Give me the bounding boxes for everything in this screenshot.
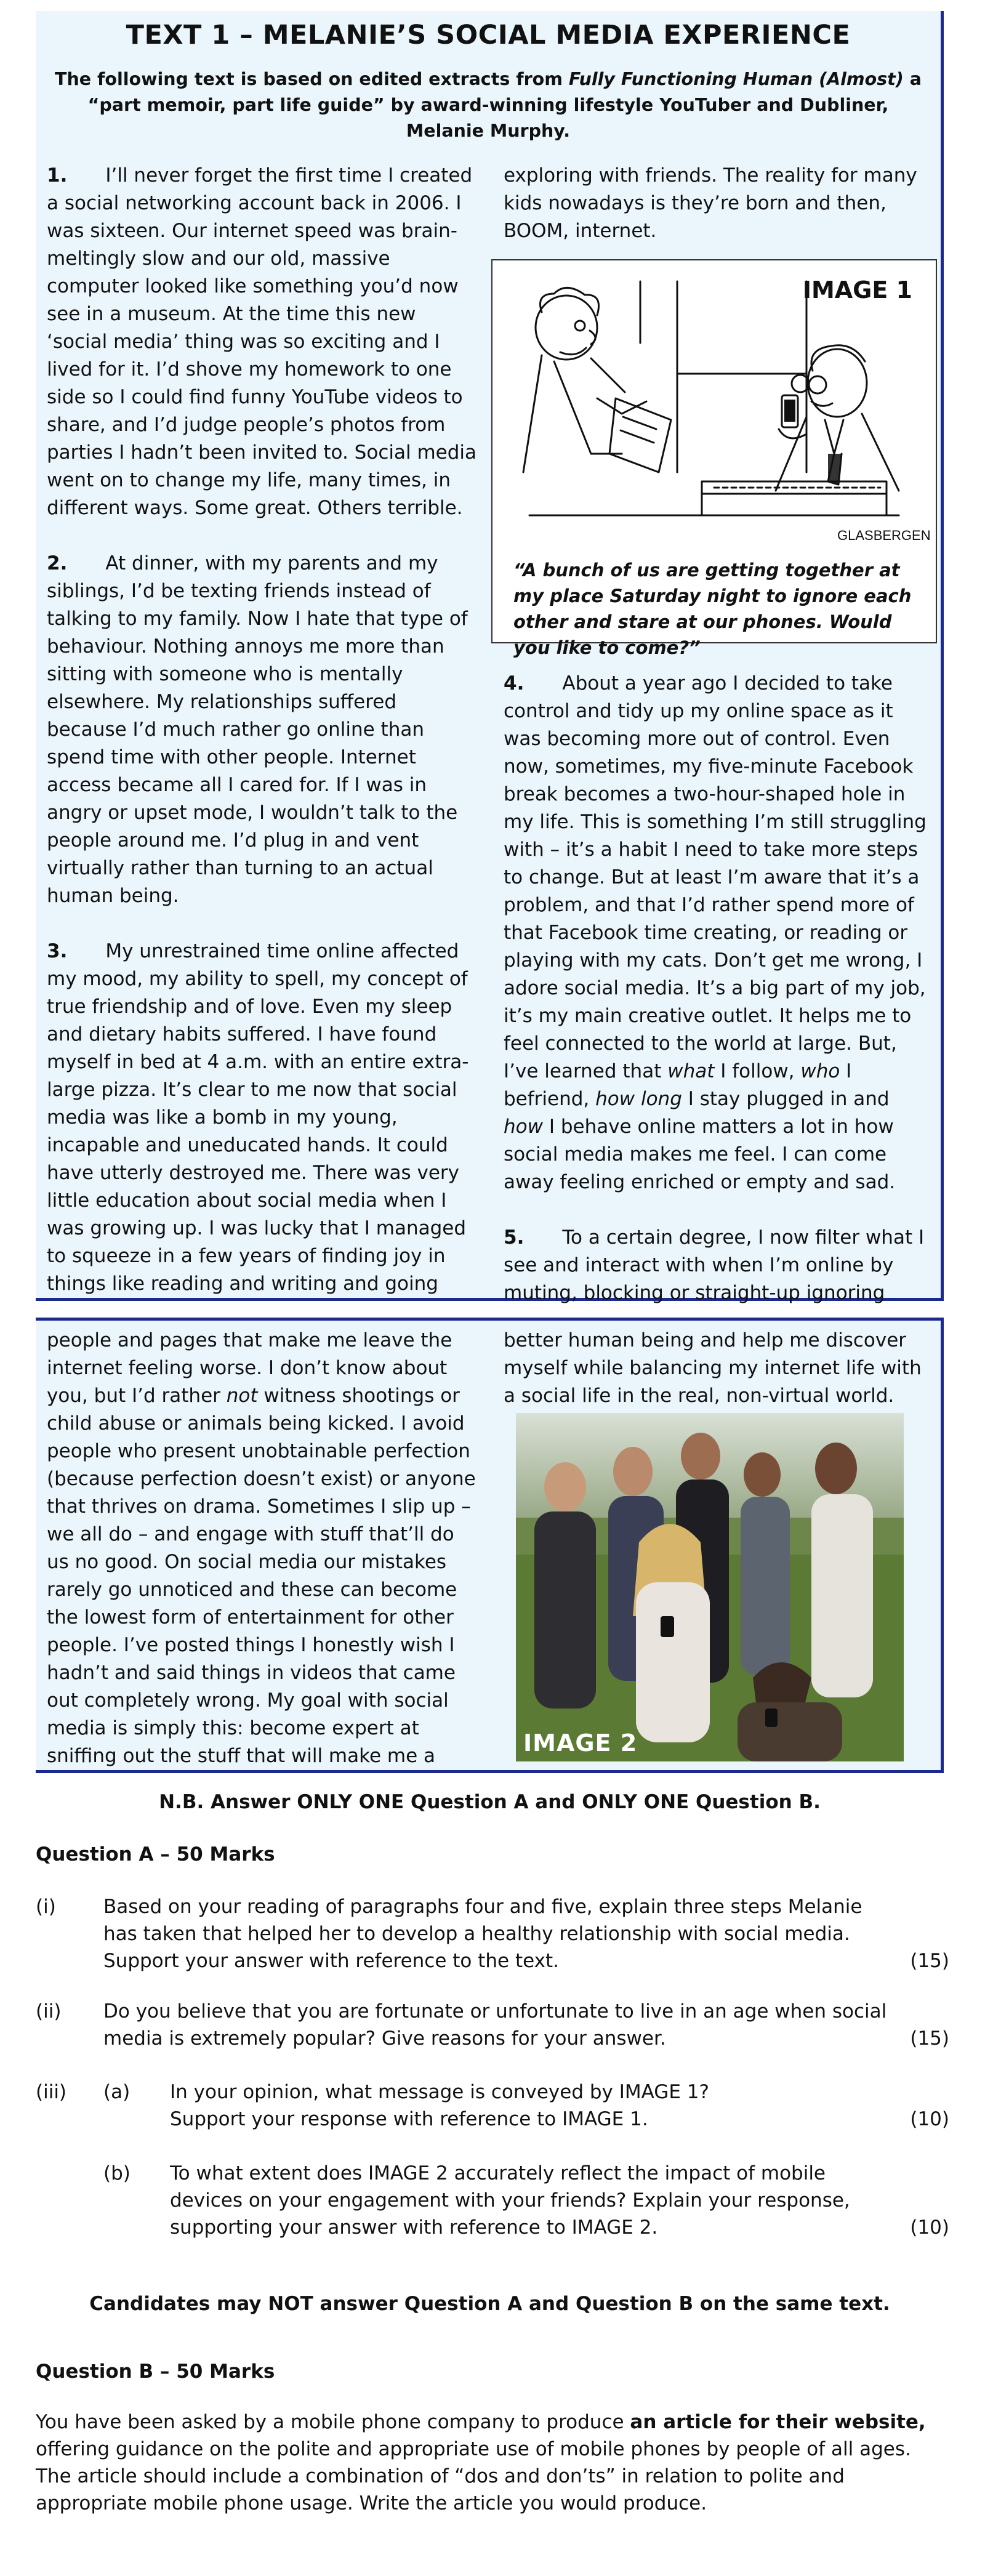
nb-instruction: N.B. Answer ONLY ONE Question A and ONLY ONE Question B. [159, 1791, 821, 1813]
question-a-i-marks: (15) [910, 1950, 949, 1972]
question-a-i-text: Based on your reading of paragraphs four and five, explain three steps Melanie has taken that helped her to develop a healthy relationship with social media. Support your answer with reference to the text. [103, 1896, 862, 1972]
question-b-heading: Question B – 50 Marks [36, 2361, 275, 2383]
question-a-heading: Question A – 50 Marks [36, 1843, 275, 1866]
paragraph-3-continued: exploring with friends. The reality for many kids nowadays is they’re born and then, BOOM, internet. [504, 164, 917, 242]
question-a-iii-b-text: To what extent does IMAGE 2 accurately reflect the impact of mobile devices on your engagement with your friends? Explain your response, supporting your answer with reference to IMAGE 2. [170, 2162, 850, 2239]
paragraph-5-continued: people and pages that make me leave the internet feeling worse. I don’t know about you, but I’d rather not witness shootings or child abuse or animals being kicked. I avoid people who present unobtainable perfection (because perfection doesn’t exist) or anyone that thrives on drama. Sometimes I slip up – we all do – and engage with stuff that’ll do us no good. On social media our mistakes rarely go unnoticed and these can become the lowest form of entertainment for other people. I’ve posted things I honestly wish I hadn’t and said things in videos that came out completely wrong. My goal with social media is simply this: become expert at sniffing out the stuff that will make me a [47, 1329, 476, 1767]
text-panel-bottom [36, 1318, 944, 1773]
question-a-iii-b-number: (b) [103, 2162, 131, 2184]
paragraph-1: 1. I’ll never forget the first time I created a social networking account back in 2006. I was sixteen. Our internet speed was brain-meltingly slow and our old, massive computer looked like something you’d now see in a museum. At the time this new ‘social media’ thing was so exciting and I lived for it. I’d shove my homework to one side so I could find funny YouTube videos to share, and I’d judge people’s photos from parties I hadn’t been invited to. Social media went on to change my life, many times, in different ways. Some great. Others terrible. [47, 164, 476, 519]
question-a-iii-b-marks: (10) [910, 2216, 949, 2239]
image-1-cartoon [491, 259, 937, 658]
cartoon-drawing [517, 269, 931, 546]
question-a-iii-a-text: In your opinion, what message is conveyed by IMAGE 1? Support your response with reference to IMAGE 1. [170, 2081, 709, 2130]
question-a-i-number: (i) [36, 1896, 56, 1918]
paragraph-5: 5. To a certain degree, I now filter what I see and interact with when I’m online by muting, blocking or straight-up ignoring [504, 1226, 925, 1304]
question-a-ii-number: (ii) [36, 2000, 62, 2023]
intro-text: The following text is based on edited extracts from Fully Functioning Human (Almost) a “part memoir, part life guide” by award-winning lifestyle YouTuber and Dubliner, Melanie Murphy. [55, 69, 922, 141]
right-column-bottom [504, 670, 935, 1307]
right-column-continued [504, 1327, 935, 1410]
page-title: TEXT 1 – MELANIE’S SOCIAL MEDIA EXPERIENCE [126, 20, 851, 50]
image-2-photo [516, 1413, 904, 1761]
paragraph-5-end: better human being and help me discover myself while balancing my internet life with a social life in the real, non-virtual world. [504, 1329, 922, 1407]
question-a-ii-text: Do you believe that you are fortunate or unfortunate to live in an age when social media is extremely popular? Give reasons for your answer. [103, 2000, 887, 2050]
left-column-continued [47, 1327, 478, 1770]
candidates-note: Candidates may NOT answer Question A and Question B on the same text. [89, 2293, 890, 2315]
image-1-caption: “A bunch of us are getting together at my place Saturday night to ignore each other and stare at our phones. Would you like to come?” [513, 560, 912, 658]
question-a-ii-marks: (15) [910, 2027, 949, 2050]
image-2-label: IMAGE 2 [523, 1729, 638, 1757]
paragraph-2: 2. At dinner, with my parents and my siblings, I’d be texting friends instead of talking to my family. Now I hate that type of behaviour. Nothing annoys me more than sitting with someone who is mentally elsewhere. My relationships suffered because I’d much rather go online than spend time with other people. Internet access became all I cared for. If I was in angry or upset mode, I wouldn’t talk to the people around me. I’d plug in and vent virtually rather than turning to an actual human being. [47, 552, 468, 907]
question-a-iii-a-number: (a) [103, 2081, 131, 2103]
group-on-phones-photo [516, 1413, 904, 1761]
left-column [47, 162, 478, 1298]
cartoonist-signature: GLASBERGEN [837, 528, 931, 543]
question-a-iii-number: (iii) [36, 2081, 67, 2103]
right-column-top [504, 162, 935, 245]
book-title: Fully Functioning Human (Almost) [568, 69, 904, 89]
image-1-label: IMAGE 1 [802, 276, 912, 304]
question-a-iii-a-marks: (10) [910, 2108, 949, 2130]
paragraph-4: 4. About a year ago I decided to take control and tidy up my online space as it was becoming more out of control. Even now, sometimes, my five-minute Facebook break becomes a two-hour-shaped hole in my life. This is something I’m still struggling with – it’s a habit I need to take more steps to change. But at least I’m aware that it’s a problem, and that I’d rather spend more of that Facebook time creating, or reading or playing with my cats. Don’t get me wrong, I adore social media. It’s a big part of my job, it’s my main creative outlet. It helps me to feel connected to the world at large. But, I’ve learned that what I follow, who I befriend, how long I stay plugged in and how I behave online matters a lot in how social media makes me feel. I can come away feeling enriched or empty and sad. [504, 672, 927, 1193]
question-b-text: You have been asked by a mobile phone company to produce an article for their website, offering guidance on the polite and appropriate use of mobile phones by people of all ages. The article should include a combination of “dos and don’ts” in relation to polite and appropriate mobile phone usage. Write the article you would produce. [36, 2411, 926, 2514]
paragraph-3: 3. My unrestrained time online affected my mood, my ability to spell, my concept of true friendship and of love. Even my sleep and dietary habits suffered. I have found myself in bed at 4 a.m. with an entire extra-large pizza. It’s clear to me now that social media was like a bomb in my young, incapable and uneducated hands. It could have utterly destroyed me. There was very little education about social media when I was growing up. I was lucky that I managed to squeeze in a few years of finding joy in things like reading and writing and going [47, 940, 469, 1295]
text-panel-top [36, 11, 944, 1304]
